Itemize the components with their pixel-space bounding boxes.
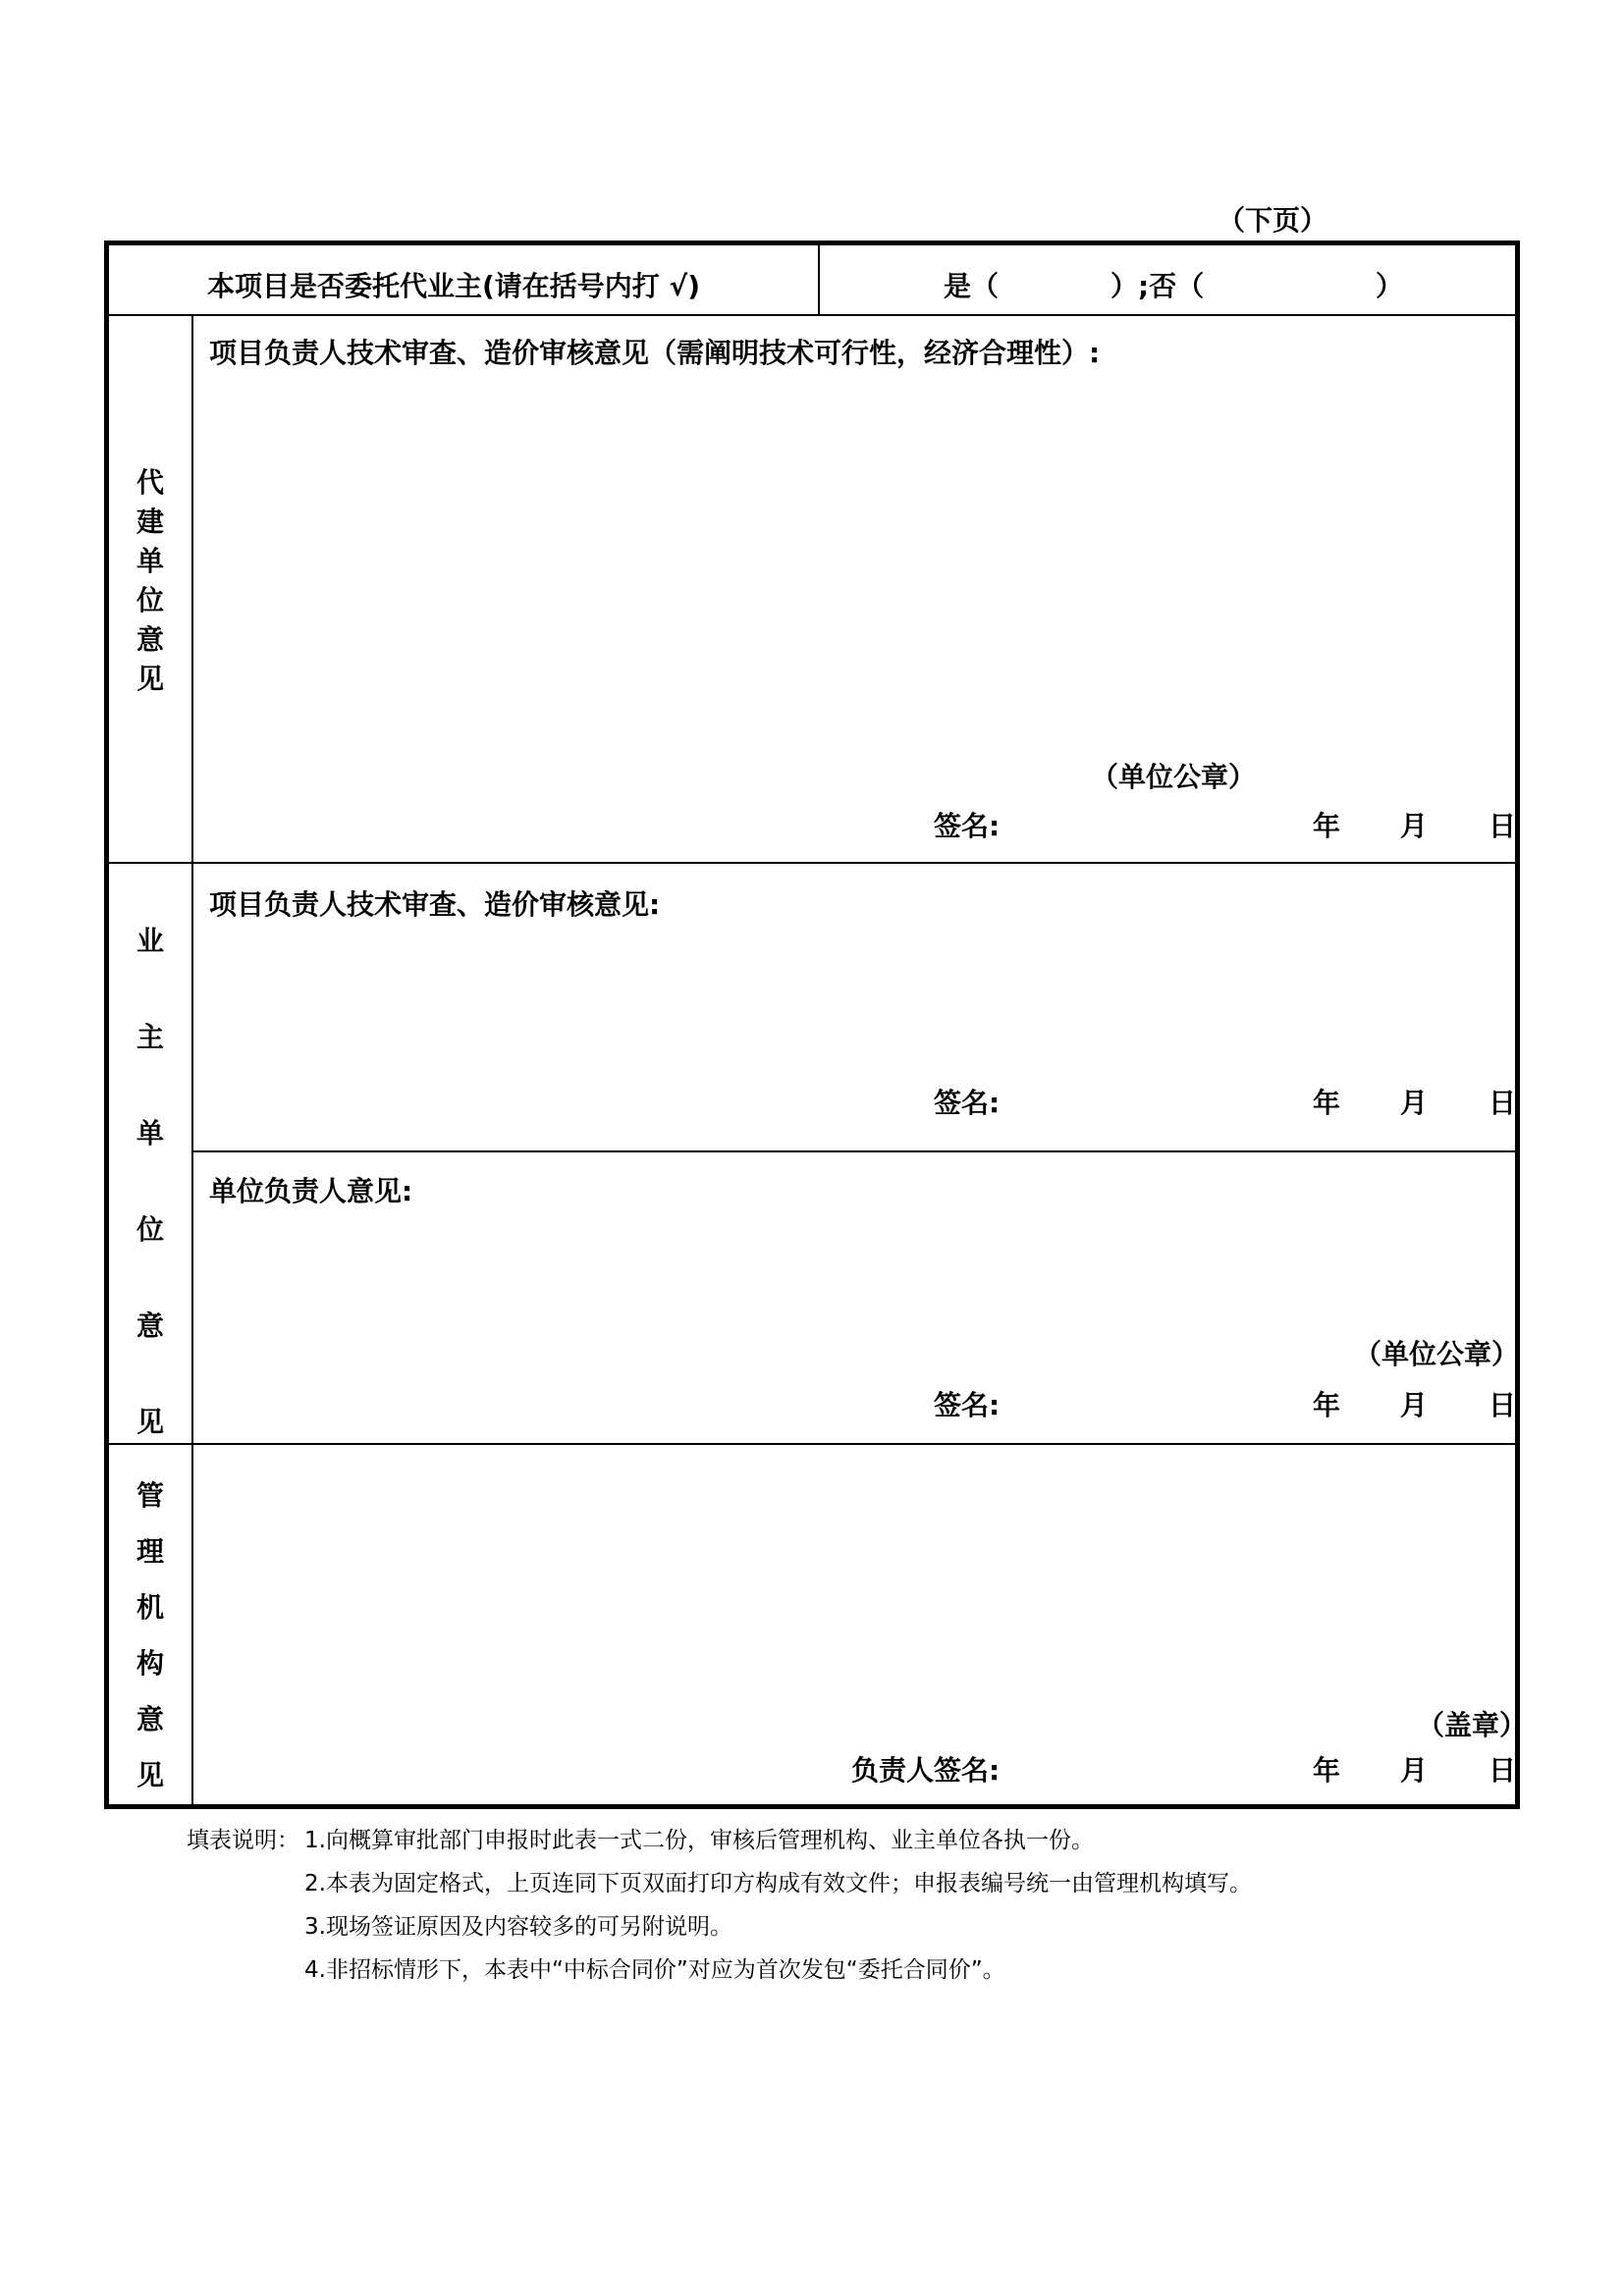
notes-item-1: 1.向概算审批部门申报时此表一式二份，审核后管理机构、业主单位各执一份。 xyxy=(304,1828,1094,1853)
unit-head-day-label: 日 xyxy=(1489,1389,1517,1421)
unit-head-month-label: 月 xyxy=(1400,1389,1429,1421)
unit-head-prompt: 单位负责人意见: xyxy=(209,1175,413,1207)
owner-section-label: 业 主 单 位 意 见 xyxy=(135,925,164,1438)
mgmt-sign-label: 负责人签名: xyxy=(851,1754,1001,1787)
agent-section-label: 代 建 单 位 意 见 xyxy=(135,466,164,695)
mgmt-opinion-field[interactable] xyxy=(207,1463,1503,1688)
unit-head-sign-label: 签名: xyxy=(934,1389,1001,1421)
form-table xyxy=(104,240,1528,1809)
row-divider xyxy=(109,314,1515,316)
owner-review-field[interactable] xyxy=(207,923,1503,1070)
page-label: （下页） xyxy=(1218,204,1328,237)
owner-review-prompt: 项目负责人技术审查、造价审核意见: xyxy=(209,888,661,921)
owner-review-year-label: 年 xyxy=(1313,1087,1341,1119)
mgmt-year-label: 年 xyxy=(1313,1754,1341,1787)
owner-seal-label: （单位公章） xyxy=(1354,1338,1520,1370)
agent-day-label: 日 xyxy=(1489,810,1517,842)
agent-seal-label: （单位公章） xyxy=(1091,761,1257,793)
agent-month-label: 月 xyxy=(1400,810,1429,842)
mgmt-seal-label: （盖章） xyxy=(1417,1709,1528,1741)
mgmt-month-label: 月 xyxy=(1400,1754,1429,1787)
no-close-paren: ） xyxy=(1376,270,1404,302)
unit-head-year-label: 年 xyxy=(1313,1389,1341,1421)
agent-review-prompt: 项目负责人技术审查、造价审核意见（需阐明技术可行性，经济合理性）: xyxy=(209,337,1101,369)
row-divider xyxy=(109,862,1515,864)
row-divider xyxy=(109,1443,1515,1445)
owner-review-month-label: 月 xyxy=(1400,1087,1429,1119)
owner-review-day-label: 日 xyxy=(1489,1087,1517,1119)
agent-year-label: 年 xyxy=(1313,810,1341,842)
delegate-question: 本项目是否委托代业主(请在括号内打 √) xyxy=(207,270,701,302)
column-divider xyxy=(818,245,820,314)
notes-item-4: 4.非招标情形下，本表中“中标合同价”对应为首次发包“委托合同价”。 xyxy=(304,1957,1005,1983)
owner-review-sign-label: 签名: xyxy=(934,1087,1001,1119)
notes-title: 填表说明： xyxy=(187,1828,299,1853)
agent-sign-label: 签名: xyxy=(934,810,1001,842)
mgmt-day-label: 日 xyxy=(1489,1754,1517,1787)
notes-item-2: 2.本表为固定格式，上页连同下页双面打印方构成有效文件；申报表编号统一由管理机构填写。 xyxy=(304,1871,1252,1896)
yes-label: 是（ xyxy=(944,270,1000,302)
column-divider xyxy=(191,314,193,1804)
no-checkbox[interactable] xyxy=(1238,261,1366,298)
no-label: ）;否（ xyxy=(1110,270,1205,302)
agent-opinion-field[interactable] xyxy=(207,373,1503,736)
notes-item-3: 3.现场签证原因及内容较多的可另附说明。 xyxy=(304,1914,732,1940)
unit-head-field[interactable] xyxy=(207,1212,1503,1369)
mgmt-section-label: 管 理 机 构 意 见 xyxy=(135,1479,164,1791)
yes-checkbox[interactable] xyxy=(1007,261,1106,298)
row-divider xyxy=(191,1150,1515,1152)
